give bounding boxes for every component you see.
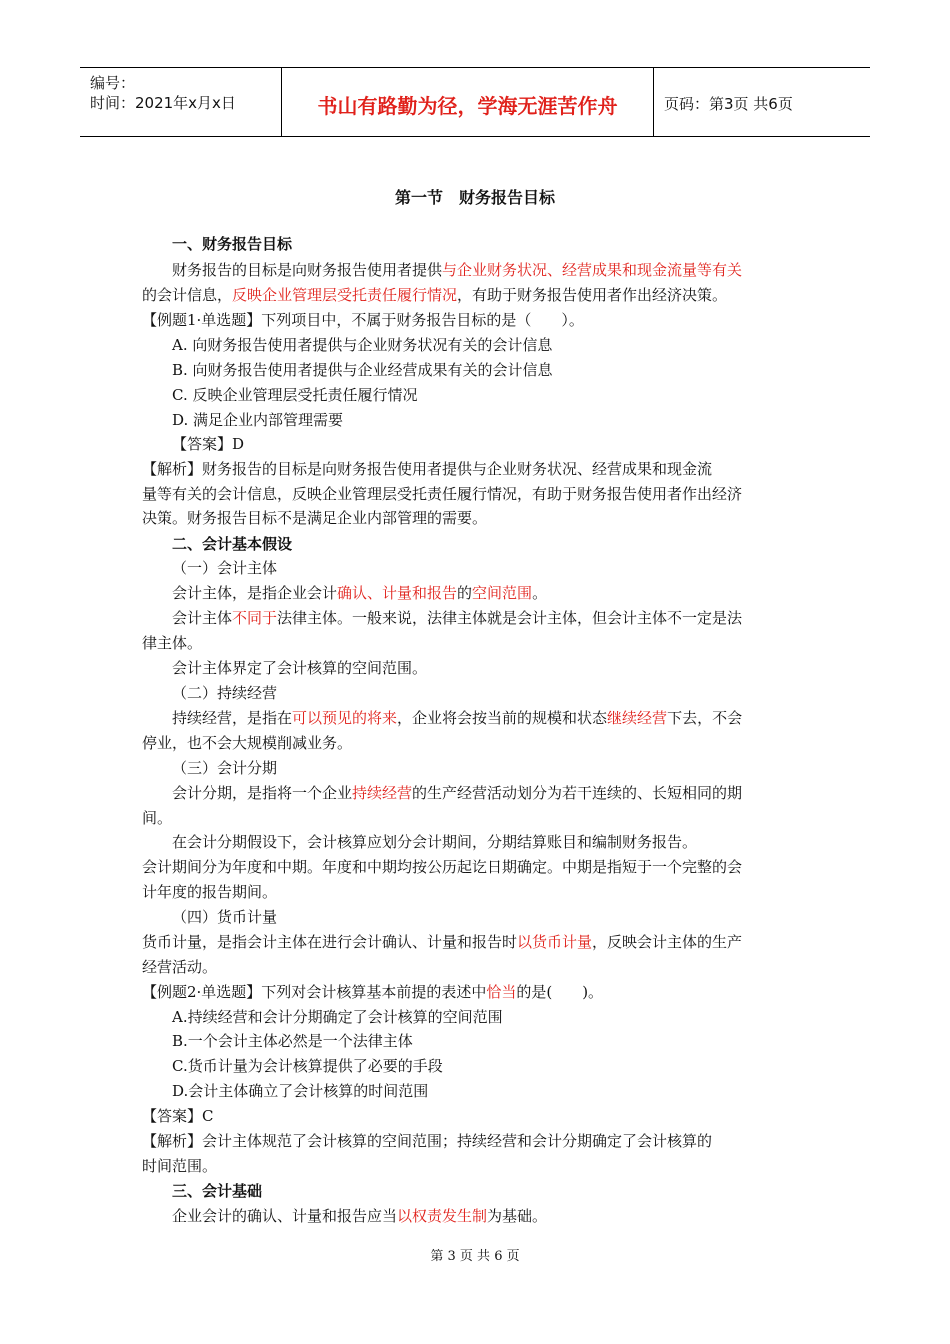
text-line	[142, 932, 742, 952]
text-line	[172, 708, 742, 728]
page-footer: 第 3 页 共 6 页	[430, 1249, 520, 1264]
text-segment: B. 向财务报告使用者提供与企业经营成果有关的会计信息	[172, 361, 553, 379]
highlighted-text: 以货币计量	[517, 933, 593, 951]
text-line	[172, 385, 417, 405]
text-segment: 会计分期，是指将一个企业	[172, 784, 353, 802]
text-segment: 企业会计的确认、计量和报告应当	[172, 1207, 398, 1225]
highlighted-text: 恰当	[486, 983, 517, 1001]
text-line	[172, 608, 742, 628]
text-line	[172, 683, 277, 703]
text-line	[172, 260, 742, 280]
text-segment: 二、会计基本假设	[172, 535, 293, 553]
text-line	[172, 758, 277, 778]
text-segment: （二）持续经营	[172, 684, 278, 702]
text-segment: 的	[457, 584, 473, 602]
date-label: 时间：2021年x月x日	[90, 94, 236, 112]
text-segment: 【解析】财务报告的目标是向财务报告使用者提供与企业财务状况、经营成果和现金流	[142, 460, 713, 478]
text-line	[142, 484, 742, 504]
text-line	[142, 808, 172, 828]
text-segment: 【答案】D	[172, 435, 245, 453]
text-segment: 在会计分期假设下，会计核算应划分会计期间，分期结算账目和编制财务报告。	[172, 833, 698, 851]
text-line	[142, 459, 712, 479]
text-segment: ，有助于财务报告使用者作出经济决策。	[457, 286, 728, 304]
serial-number-label: 编号：	[90, 74, 136, 92]
header-cell-motto	[282, 68, 654, 136]
text-segment: A. 向财务报告使用者提供与企业财务状况有关的会计信息	[172, 336, 553, 354]
highlighted-text: 不同于	[232, 609, 278, 627]
text-segment: 计年度的报告期间。	[142, 883, 278, 901]
text-segment: 律主体。	[142, 634, 203, 652]
header-cell-page	[654, 68, 870, 136]
text-line	[172, 335, 552, 355]
text-line	[172, 783, 742, 803]
text-segment: D.会计主体确立了会计核算的时间范围	[172, 1082, 429, 1100]
text-segment: 的会计信息，	[142, 286, 233, 304]
text-segment: 法律主体。一般来说，法律主体就是会计主体，但会计主体不一定是法	[277, 609, 743, 627]
text-line	[172, 1056, 443, 1076]
text-segment: D. 满足企业内部管理需要	[172, 411, 344, 429]
text-segment: 会计期间分为年度和中期。年度和中期均按公历起讫日期确定。中期是指短于一个完整的会	[142, 858, 743, 876]
text-segment: 货币计量，是指会计主体在进行会计确认、计量和报告时	[142, 933, 518, 951]
highlighted-text: 持续经营	[352, 784, 413, 802]
text-line	[172, 434, 244, 454]
text-segment: 持续经营，是指在	[172, 709, 293, 727]
text-line	[142, 285, 727, 305]
text-segment: ，反映会计主体的生产	[592, 933, 743, 951]
text-line	[172, 1007, 503, 1027]
text-line	[172, 360, 553, 380]
text-segment: （四）货币计量	[172, 908, 278, 926]
text-segment: B.一个会计主体必然是一个法律主体	[172, 1032, 413, 1050]
highlighted-text: 以权责发生制	[397, 1207, 488, 1225]
text-line	[142, 633, 202, 653]
text-segment: 的是( )。	[516, 983, 604, 1001]
highlighted-text: 空间范围	[472, 584, 533, 602]
text-line	[142, 882, 277, 902]
text-line	[172, 1206, 547, 1226]
text-segment: 经营活动。	[142, 958, 218, 976]
header-cell-meta	[80, 68, 282, 136]
document-header-table	[80, 67, 870, 137]
text-line	[142, 1106, 213, 1126]
text-line	[172, 1031, 413, 1051]
text-segment: （一）会计主体	[172, 559, 278, 577]
text-segment: 【解析】会计主体规范了会计核算的空间范围；持续经营和会计分期确定了会计核算的	[142, 1132, 713, 1150]
text-segment: 下去，不会	[667, 709, 743, 727]
text-segment: C. 反映企业管理层受托责任履行情况	[172, 386, 418, 404]
text-line	[172, 558, 277, 578]
text-segment: 会计主体	[172, 609, 233, 627]
text-line	[172, 907, 277, 927]
text-segment: 【例题1·单选题】下列项目中，不属于财务报告目标的是（ ）。	[142, 311, 584, 329]
highlighted-text: 反映企业管理层受托责任履行情况	[232, 286, 458, 304]
text-segment: A.持续经营和会计分期确定了会计核算的空间范围	[172, 1008, 503, 1026]
text-segment: 会计主体界定了会计核算的空间范围。	[172, 659, 428, 677]
text-segment: 【例题2·单选题】下列对会计核算基本前提的表述中	[142, 983, 487, 1001]
highlighted-text: 可以预见的将来	[292, 709, 398, 727]
text-segment: C.货币计量为会计核算提供了必要的手段	[172, 1057, 443, 1075]
section-heading	[172, 1181, 262, 1201]
text-segment: ，企业将会按当前的规模和状态	[397, 709, 608, 727]
section-heading	[172, 234, 292, 254]
text-line	[172, 1081, 428, 1101]
text-line	[142, 733, 352, 753]
text-line	[142, 982, 603, 1002]
text-segment: 量等有关的会计信息，反映企业管理层受托责任履行情况，有助于财务报告使用者作出经济	[142, 485, 743, 503]
text-segment: 时间范围。	[142, 1157, 218, 1175]
text-segment: 决策。财务报告目标不是满足企业内部管理的需要。	[142, 509, 488, 527]
text-line	[142, 857, 742, 877]
text-segment: （三）会计分期	[172, 759, 278, 777]
text-segment: 会计主体，是指企业会计	[172, 584, 338, 602]
highlighted-text: 确认、计量和报告	[337, 584, 458, 602]
text-segment: 为基础。	[487, 1207, 548, 1225]
header-motto: 书山有路勤为径，学海无涯苦作舟	[317, 94, 618, 118]
text-line	[142, 1156, 217, 1176]
text-segment: 三、会计基础	[172, 1182, 263, 1200]
section-title: 第一节 财务报告目标	[394, 188, 555, 207]
text-line	[172, 832, 697, 852]
text-segment: 一、财务报告目标	[172, 235, 293, 253]
text-line	[142, 957, 217, 977]
text-segment: 。	[532, 584, 548, 602]
text-line	[172, 658, 427, 678]
highlighted-text: 继续经营	[607, 709, 668, 727]
text-line	[172, 583, 547, 603]
text-segment: 停业，也不会大规模削减业务。	[142, 734, 353, 752]
text-segment: 【答案】C	[142, 1107, 214, 1125]
text-line	[142, 310, 584, 330]
section-heading	[172, 534, 292, 554]
text-line	[142, 1131, 712, 1151]
text-line	[142, 508, 487, 528]
highlighted-text: 与企业财务状况、经营成果和现金流量等有关	[442, 261, 743, 279]
text-segment: 的生产经营活动划分为若干连续的、长短相同的期	[412, 784, 743, 802]
text-segment: 间。	[142, 809, 173, 827]
text-line	[172, 410, 343, 430]
header-page-info: 页码：第3页 共6页	[664, 95, 793, 113]
text-segment: 财务报告的目标是向财务报告使用者提供	[172, 261, 443, 279]
